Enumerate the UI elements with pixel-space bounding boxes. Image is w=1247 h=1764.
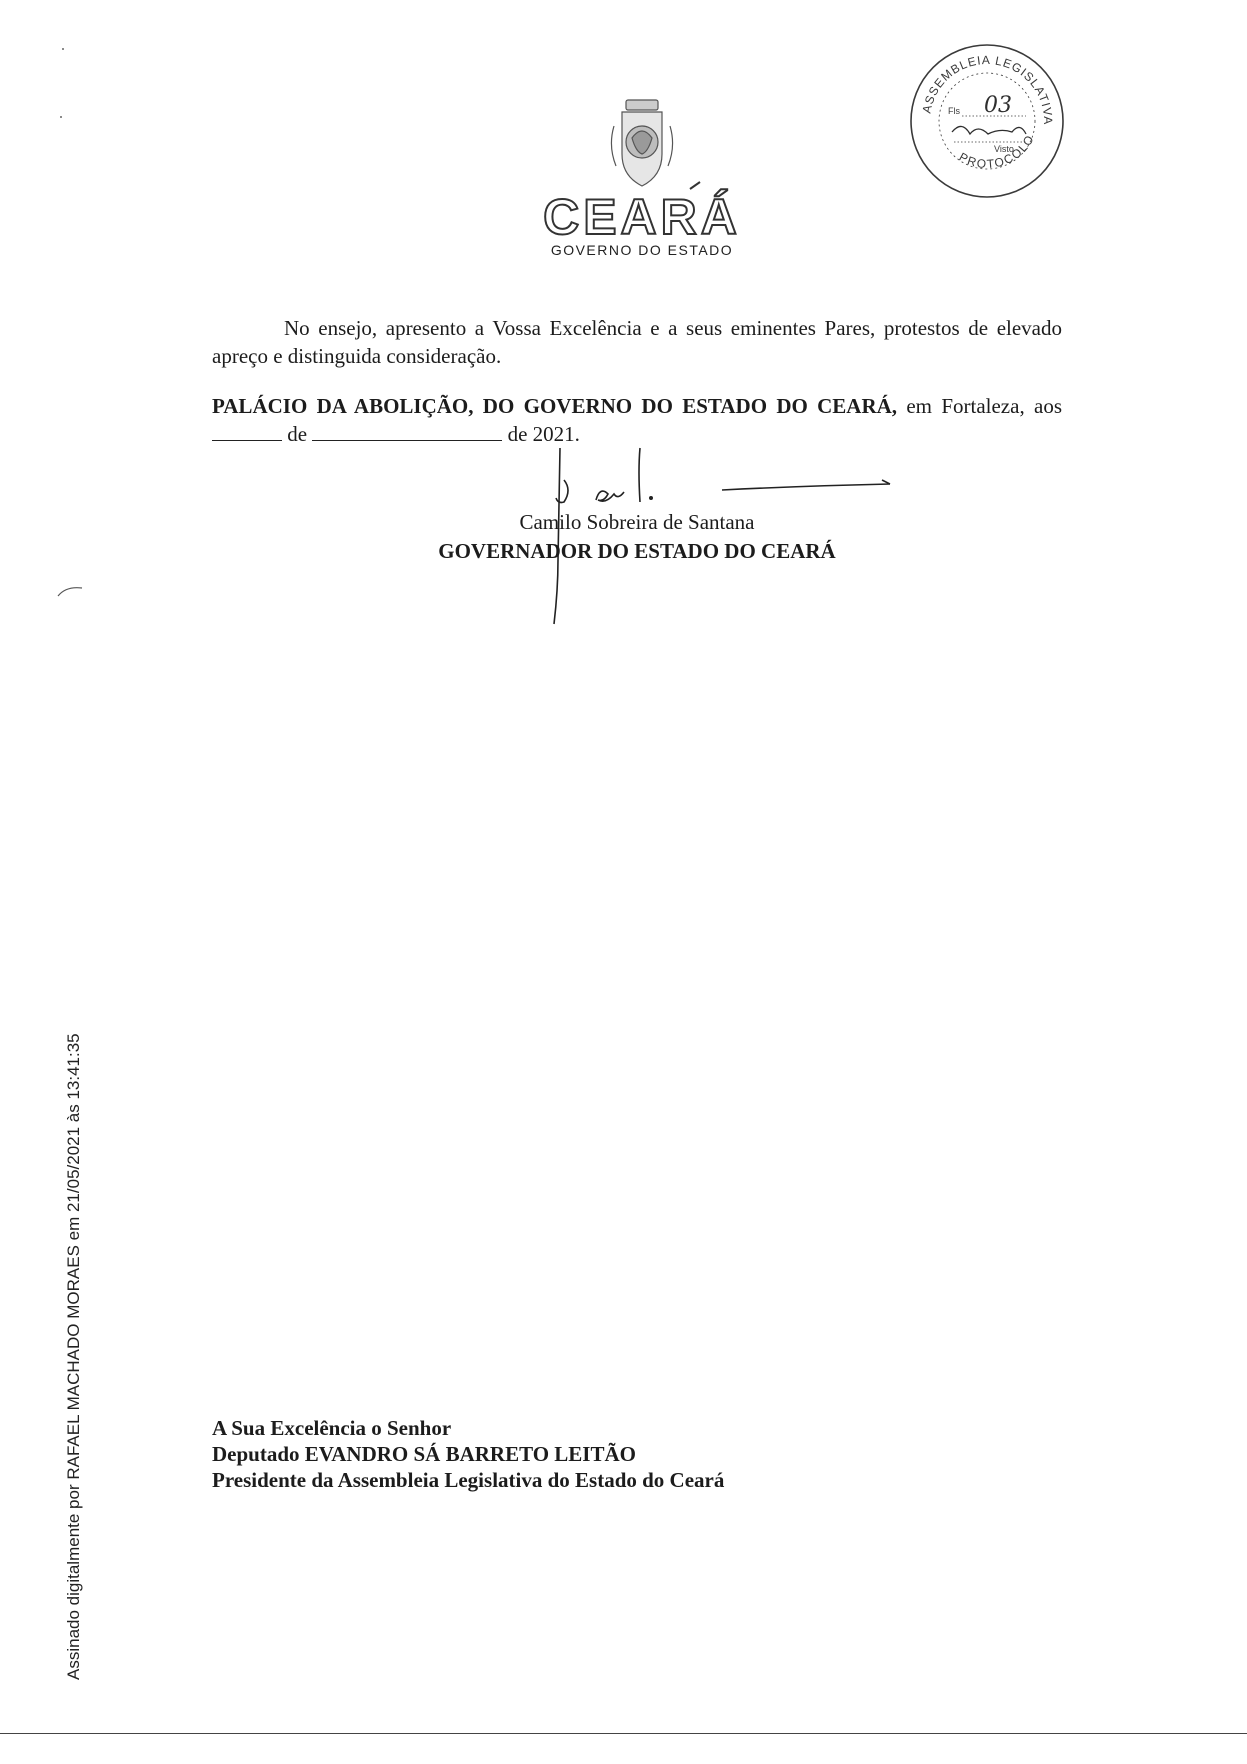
addressee-salutation: A Sua Excelência o Senhor bbox=[212, 1416, 452, 1440]
day-blank bbox=[212, 422, 282, 441]
scan-speck bbox=[60, 116, 62, 118]
scan-speck bbox=[62, 48, 64, 50]
place-city: em Fortaleza, aos bbox=[897, 394, 1062, 418]
brand-name: CEARÁ bbox=[543, 189, 741, 245]
stamp-ring-text: ASSEMBLEIA LEGISLATIVA bbox=[919, 52, 1056, 125]
signer-name: Camilo Sobreira de Santana bbox=[519, 510, 755, 534]
footer-divider bbox=[0, 1733, 1247, 1734]
stamp-fls-value: 03 bbox=[984, 93, 1012, 118]
date-de-1: de bbox=[287, 422, 308, 446]
closing-text: No ensejo, apresento a Vossa Excelência e a seus eminentes Pares, protestos de elevado apreço e distinguida consideração. bbox=[212, 316, 1062, 368]
date-year: de 2021. bbox=[507, 422, 580, 446]
brand-subtitle: GOVERNO DO ESTADO bbox=[550, 242, 734, 258]
closing-paragraph bbox=[212, 314, 1062, 370]
svg-text:ASSEMBLEIA LEGISLATIVA DO CEAR bbox=[908, 42, 1055, 125]
addressee-name: Deputado EVANDRO SÁ BARRETO LEITÃO bbox=[212, 1442, 636, 1466]
digital-signature-note: Assinado digitalmente por RAFAEL MACHADO MORAES em 21/05/2021 às 13:41:35 bbox=[64, 1033, 83, 1680]
addressee-block bbox=[212, 1415, 1062, 1493]
state-coat-of-arms-icon bbox=[604, 96, 680, 192]
month-blank bbox=[312, 422, 502, 441]
stamp-handwritten-initials bbox=[952, 126, 1026, 134]
stamp-fls-label: Fls bbox=[948, 106, 960, 116]
scan-mark bbox=[56, 584, 86, 598]
place-name: PALÁCIO DA ABOLIÇÃO, DO GOVERNO DO ESTADO DO CEARÁ, bbox=[212, 394, 898, 418]
signer-title: GOVERNADOR DO ESTADO DO CEARÁ bbox=[438, 539, 836, 563]
stamp-visto-label: Visto bbox=[994, 144, 1014, 154]
stamp-bottom-text: PROTOCOLO bbox=[956, 131, 1038, 172]
protocol-stamp bbox=[908, 42, 1066, 200]
addressee-position: Presidente da Assembleia Legislativa do Estado do Ceará bbox=[212, 1468, 725, 1492]
